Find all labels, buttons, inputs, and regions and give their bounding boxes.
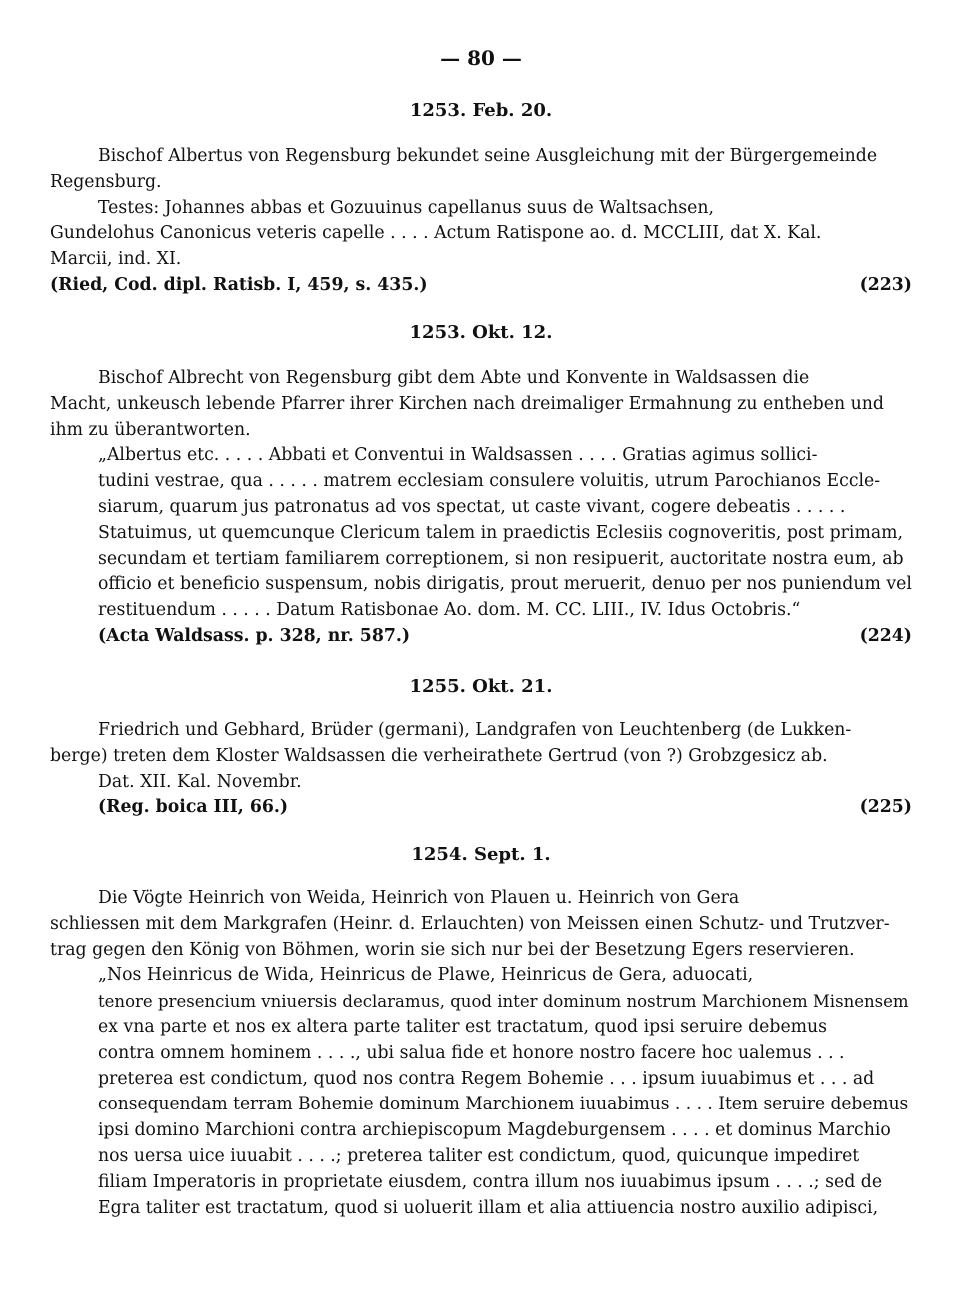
text-line: ihm zu überantworten. xyxy=(50,419,251,440)
text-line: tudini vestrae, qua . . . . . matrem ecclesiam consulere voluitis, utrum Parochianos Eccle- xyxy=(98,471,881,492)
source-reference: (Ried, Cod. dipl. Ratisb. I, 459, s. 435.) xyxy=(50,274,428,295)
text-line: Gundelohus Canonicus veteris capelle . . . . Actum Ratispone ao. d. MCCLIII, dat X. Kal. xyxy=(50,223,822,244)
entry-date: 1255. Okt. 21. xyxy=(409,676,553,697)
text-line: Marcii, ind. XI. xyxy=(50,249,182,270)
text-line: Dat. XII. Kal. Novembr. xyxy=(98,771,302,792)
entry-number: (223) xyxy=(859,274,912,295)
document-page xyxy=(50,0,912,1296)
text-line: „Albertus etc. . . . . Abbati et Conventui in Waldsassen . . . . Gratias agimus sollici- xyxy=(98,445,818,466)
text-line: Die Vögte Heinrich von Weida, Heinrich von Plauen u. Heinrich von Gera xyxy=(98,888,740,908)
entry-date: 1253. Okt. 12. xyxy=(409,322,553,343)
citation-line xyxy=(50,624,912,650)
text-line: secundam et tertiam familiarem correptionem, si non resipuerit, auctoritate nostra eum, ab xyxy=(98,548,904,569)
text-line: contra omnem hominem . . . ., ubi salua fide et honore nostro facere hoc ualemus . . . xyxy=(98,1042,845,1063)
text-line: „Nos Heinricus de Wida, Heinricus de Plawe, Heinricus de Gera, aduocati, xyxy=(98,965,754,986)
text-line: berge) treten dem Kloster Waldsassen die verheirathete Gertrud (von ?) Grobzgesicz ab. xyxy=(50,745,828,766)
entry-date: 1253. Feb. 20. xyxy=(409,100,553,121)
text-line: tenore presencium vniuersis declaramus, quod inter dominum nostrum Marchionem Misnensem xyxy=(98,992,909,1012)
text-line: officio et beneficio suspensum, nobis dirigatis, prout meruerit, denuo per nos puniendum vel xyxy=(98,574,912,595)
entry-date: 1254. Sept. 1. xyxy=(411,844,551,865)
text-line: preterea est condictum, quod nos contra Regem Bohemie . . . ipsum iuuabimus et . . . ad xyxy=(98,1068,875,1089)
text-line: schliessen mit dem Markgrafen (Heinr. d. Erlauchten) von Meissen einen Schutz- und Trutzver- xyxy=(50,913,890,934)
text-line: Statuimus, ut quemcunque Clericum talem in praedictis Eclesiis cognoveritis, post primam, xyxy=(98,522,904,543)
text-line: nos uersa uice iuuabit . . . .; preterea taliter est condictum, quod, quicunque impediret xyxy=(98,1145,860,1166)
entry-body xyxy=(50,718,912,821)
text-line: filiam Imperatoris in proprietate eiusdem, contra illum nos iuuabimus ipsum . . . .; sed de xyxy=(98,1171,883,1192)
source-reference: (Reg. boica III, 66.) xyxy=(98,797,289,818)
text-line: Testes: Johannes abbas et Gozuuinus capellanus suus de Waltsachsen, xyxy=(98,197,714,218)
page-number: — 80 — xyxy=(440,46,522,70)
entry-body xyxy=(50,886,912,1221)
text-line: ipsi domino Marchioni contra archiepiscopum Magdeburgensem . . . . et dominus Marchio xyxy=(98,1120,891,1141)
citation-line xyxy=(50,273,912,299)
text-line: ex vna parte et nos ex altera parte taliter est tractatum, quod ipsi seruire debemus xyxy=(98,1016,828,1037)
text-line: Friedrich und Gebhard, Brüder (germani), Landgrafen von Leuchtenberg (de Lukken- xyxy=(98,720,852,740)
entry-number: (225) xyxy=(859,797,912,818)
text-line: Regensburg. xyxy=(50,171,162,192)
entry-body xyxy=(50,366,912,650)
text-line: Bischof Albertus von Regensburg bekundet seine Ausgleichung mit der Bürgergemeinde xyxy=(98,146,878,166)
text-line: Macht, unkeusch lebende Pfarrer ihrer Kirchen nach dreimaliger Ermahnung zu entheben und xyxy=(50,393,884,414)
text-line: restituendum . . . . . Datum Ratisbonae Ao. dom. M. CC. LIII., IV. Idus Octobris.“ xyxy=(98,600,801,621)
entry-body xyxy=(50,144,912,299)
entry-number: (224) xyxy=(859,625,912,646)
citation-line xyxy=(50,795,912,821)
text-line: Bischof Albrecht von Regensburg gibt dem Abte und Konvente in Waldsassen die xyxy=(98,368,810,388)
text-line: consequendam terram Bohemie dominum Marchionem iuuabimus . . . . Item seruire debemus xyxy=(98,1094,909,1115)
text-line: siarum, quarum jus patronatus ad vos spectat, ut caste vivant, cogere debeatis . . . . . xyxy=(98,496,846,517)
text-line: Egra taliter est tractatum, quod si uoluerit illam et alia attiuencia nostro auxilio adipisci, xyxy=(98,1197,879,1218)
source-reference: (Acta Waldsass. p. 328, nr. 587.) xyxy=(98,625,411,646)
text-line: trag gegen den König von Böhmen, worin sie sich nur bei der Besetzung Egers reservieren. xyxy=(50,939,855,960)
